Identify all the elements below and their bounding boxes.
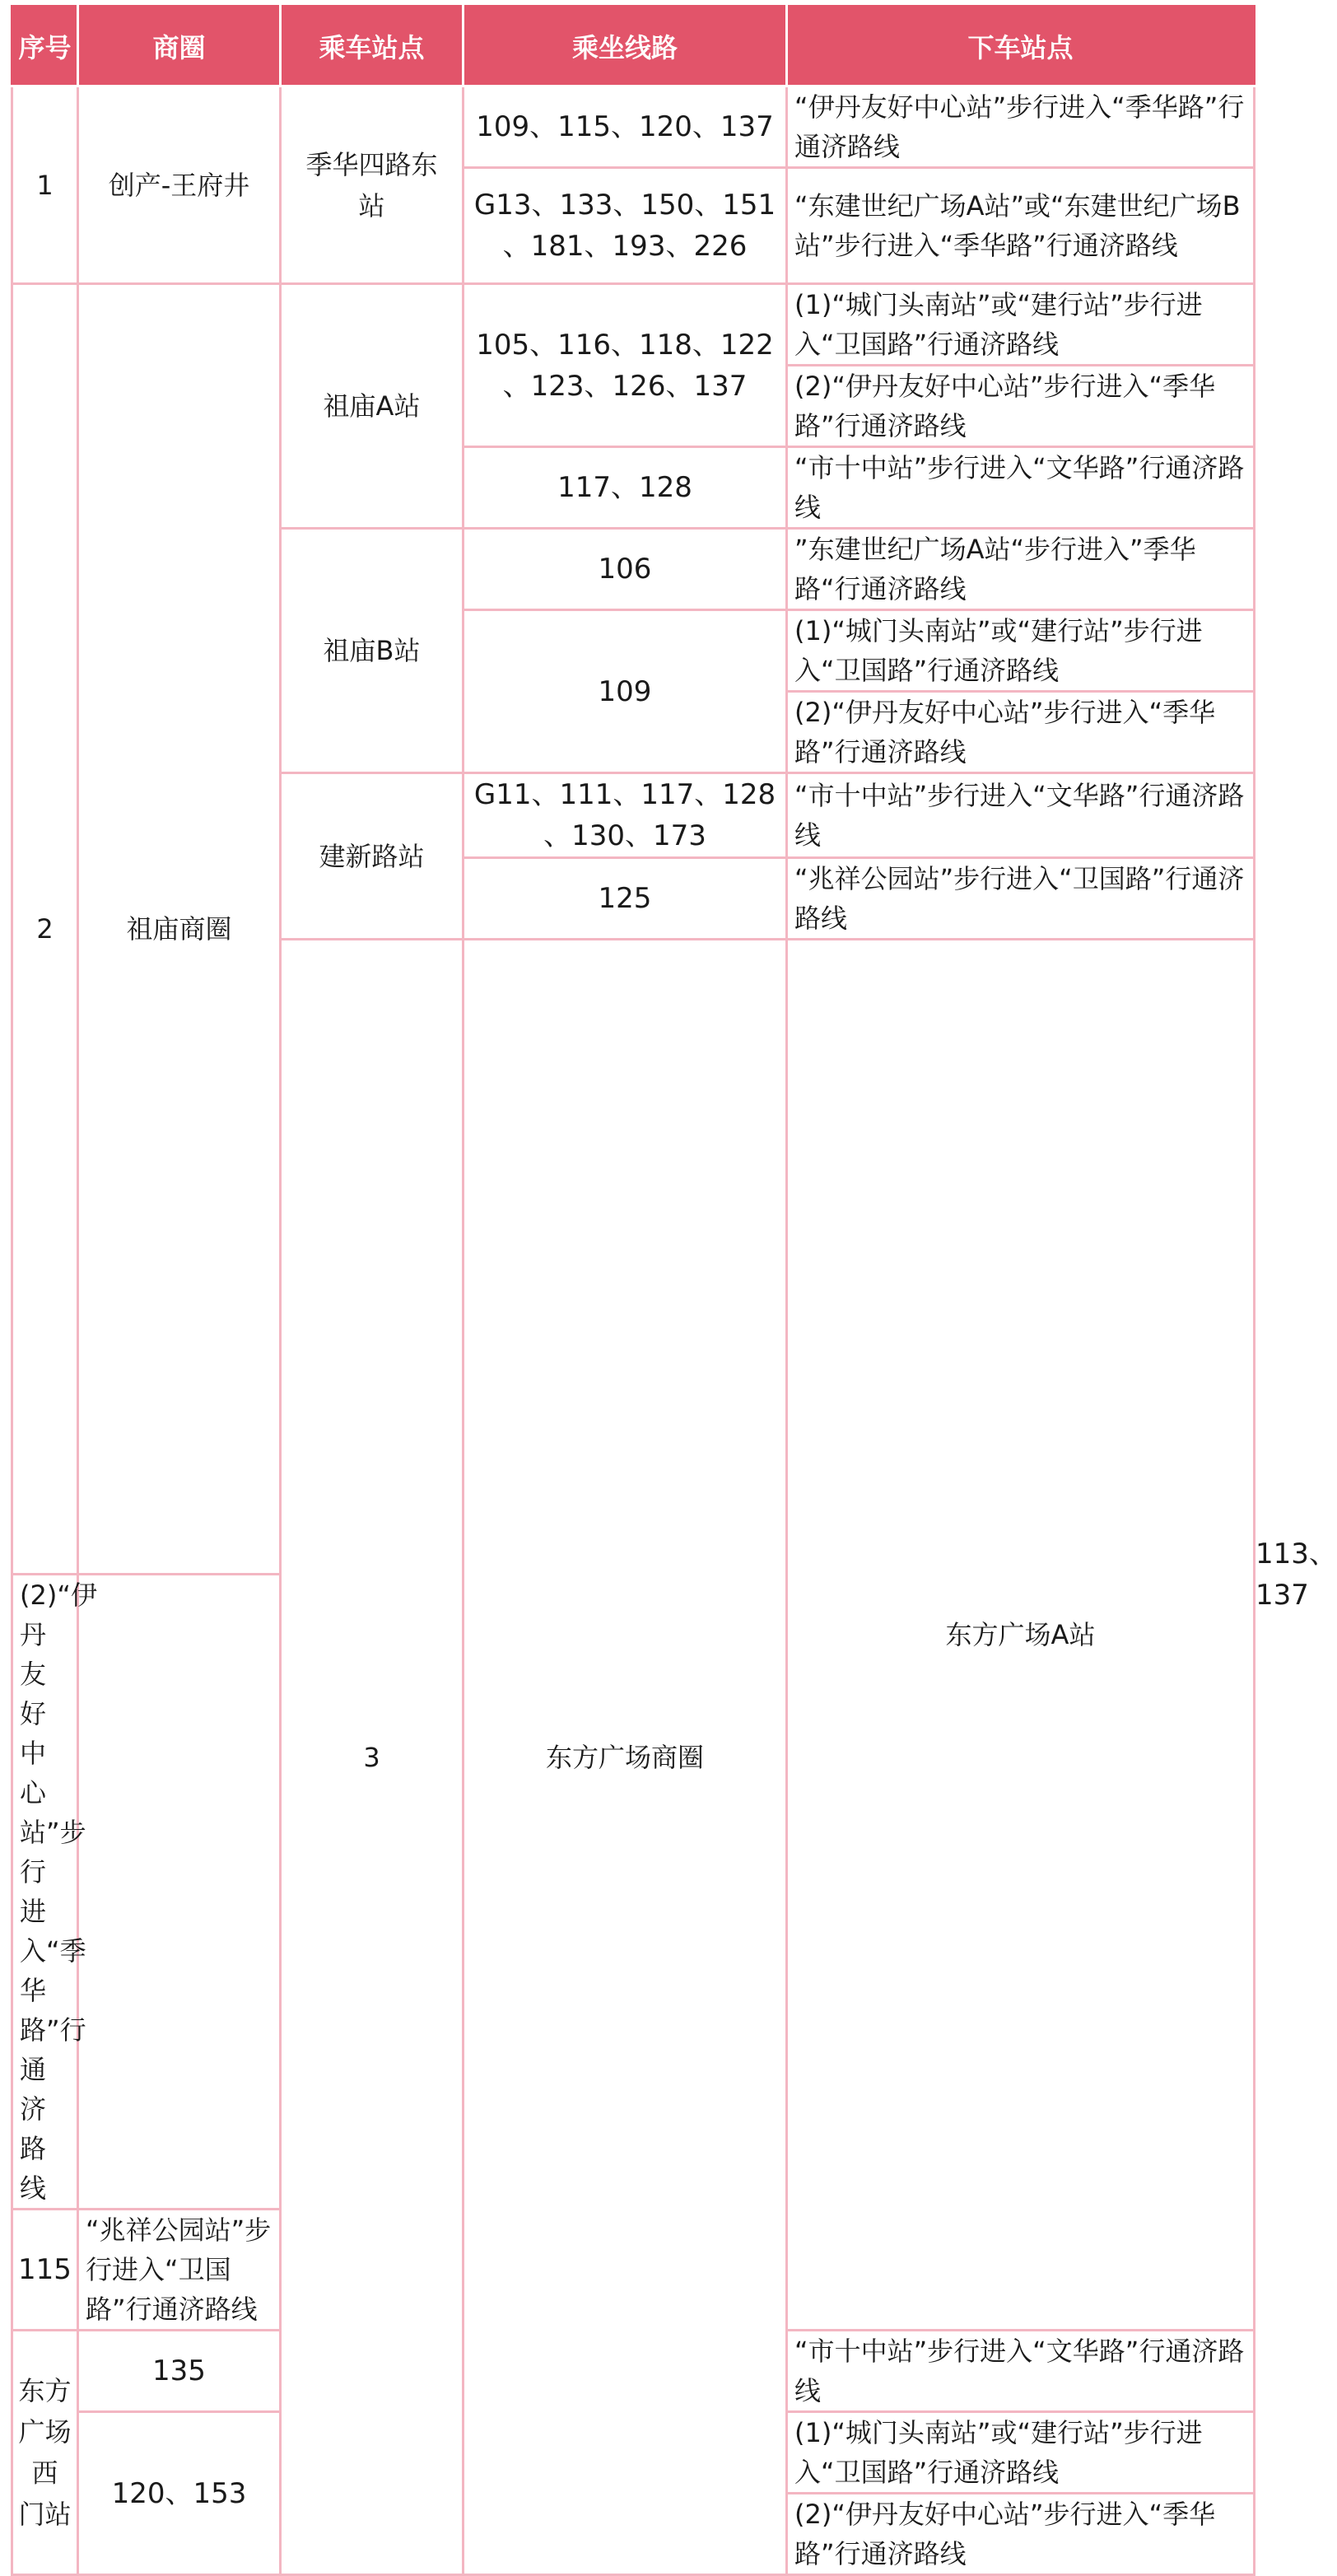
station-cell: 东方广场A站	[787, 940, 1255, 2331]
dest-cell: “东建世纪广场A站”或“东建世纪广场B站”步行进入“季华路”行通济路线	[787, 168, 1255, 284]
dest-cell: “市十中站”步行进入“文华路”行通济路线	[787, 447, 1255, 529]
header-index: 序号	[12, 7, 78, 86]
lines-cell: G11、111、117、128 、130、173	[464, 773, 787, 858]
lines-cell: 125	[464, 858, 787, 940]
dest-cell: (2)“伊丹友好中心站”步行进入“季华路”行通济路线	[787, 692, 1255, 773]
station-cell: 东方广场西 门站	[12, 2331, 78, 2575]
dest-cell: “伊丹友好中心站”步行进入“季华路”行通济路线	[787, 86, 1255, 168]
header-district: 商圈	[78, 7, 281, 86]
lines-cell: 115	[12, 2210, 78, 2331]
dest-cell: (1)“城门头南站”或“建行站”步行进入“卫国路”行通济路线	[787, 610, 1255, 692]
district-cell: 东方广场商圈	[464, 940, 787, 2575]
dest-cell: “兆祥公园站”步行进入“卫国路”行通济路线	[787, 858, 1255, 940]
route-table-container	[11, 5, 1337, 2576]
lines-cell: G13、133、150、151 、181、193、226	[464, 168, 787, 284]
dest-cell: (2)“伊丹友好中心站”步行进入“季华路”行通济路线	[787, 2494, 1255, 2575]
lines-cell: 135	[78, 2331, 281, 2412]
table-row	[12, 284, 1255, 366]
district-cell: 祖庙商圈	[78, 284, 281, 1575]
table-row	[12, 86, 1255, 168]
row-index: 3	[281, 940, 464, 2575]
table-row: 3 东方广场商圈 东方广场A站 113、137	[12, 940, 1255, 1575]
header-dest: 下车站点	[787, 7, 1255, 86]
lines-cell: 120、153	[78, 2412, 281, 2575]
dest-cell: (1)“城门头南站”或“建行站”步行进入“卫国路”行通济路线	[787, 2412, 1255, 2494]
row-index: 2	[12, 284, 78, 1575]
dest-cell: (2)“伊丹友好中心站”步行进入“季华路”行通济路线	[787, 366, 1255, 447]
station-cell: 季华四路东 站	[281, 86, 464, 284]
dest-cell: (1)“城门头南站”或“建行站”步行进入“卫国路”行通济路线	[787, 284, 1255, 366]
station-cell: 祖庙B站	[281, 529, 464, 773]
lines-cell: 106	[464, 529, 787, 610]
district-cell: 创产-王府井	[78, 86, 281, 284]
bus-route-table	[11, 5, 1337, 2576]
dest-cell: “兆祥公园站”步行进入“卫国路”行通济路线	[78, 2210, 281, 2331]
row-index: 1	[12, 86, 78, 284]
header-lines: 乘坐线路	[464, 7, 787, 86]
dest-cell: ”东建世纪广场A站“步行进入”季华路“行通济路线	[787, 529, 1255, 610]
station-cell: 祖庙A站	[281, 284, 464, 529]
dest-cell: (2)“伊丹友好中心站”步行进入“季华路”行通济路线	[12, 1575, 78, 2210]
lines-cell: 109	[464, 610, 787, 773]
dest-cell: “市十中站”步行进入“文华路”行通济路线	[787, 773, 1255, 858]
table-header-row	[12, 7, 1255, 86]
lines-cell: 117、128	[464, 447, 787, 529]
lines-cell: 109、115、120、137	[464, 86, 787, 168]
dest-cell: “市十中站”步行进入“文华路”行通济路线	[787, 2331, 1255, 2412]
header-station: 乘车站点	[281, 7, 464, 86]
lines-cell: 105、116、118、122 、123、126、137	[464, 284, 787, 447]
station-cell: 建新路站	[281, 773, 464, 940]
